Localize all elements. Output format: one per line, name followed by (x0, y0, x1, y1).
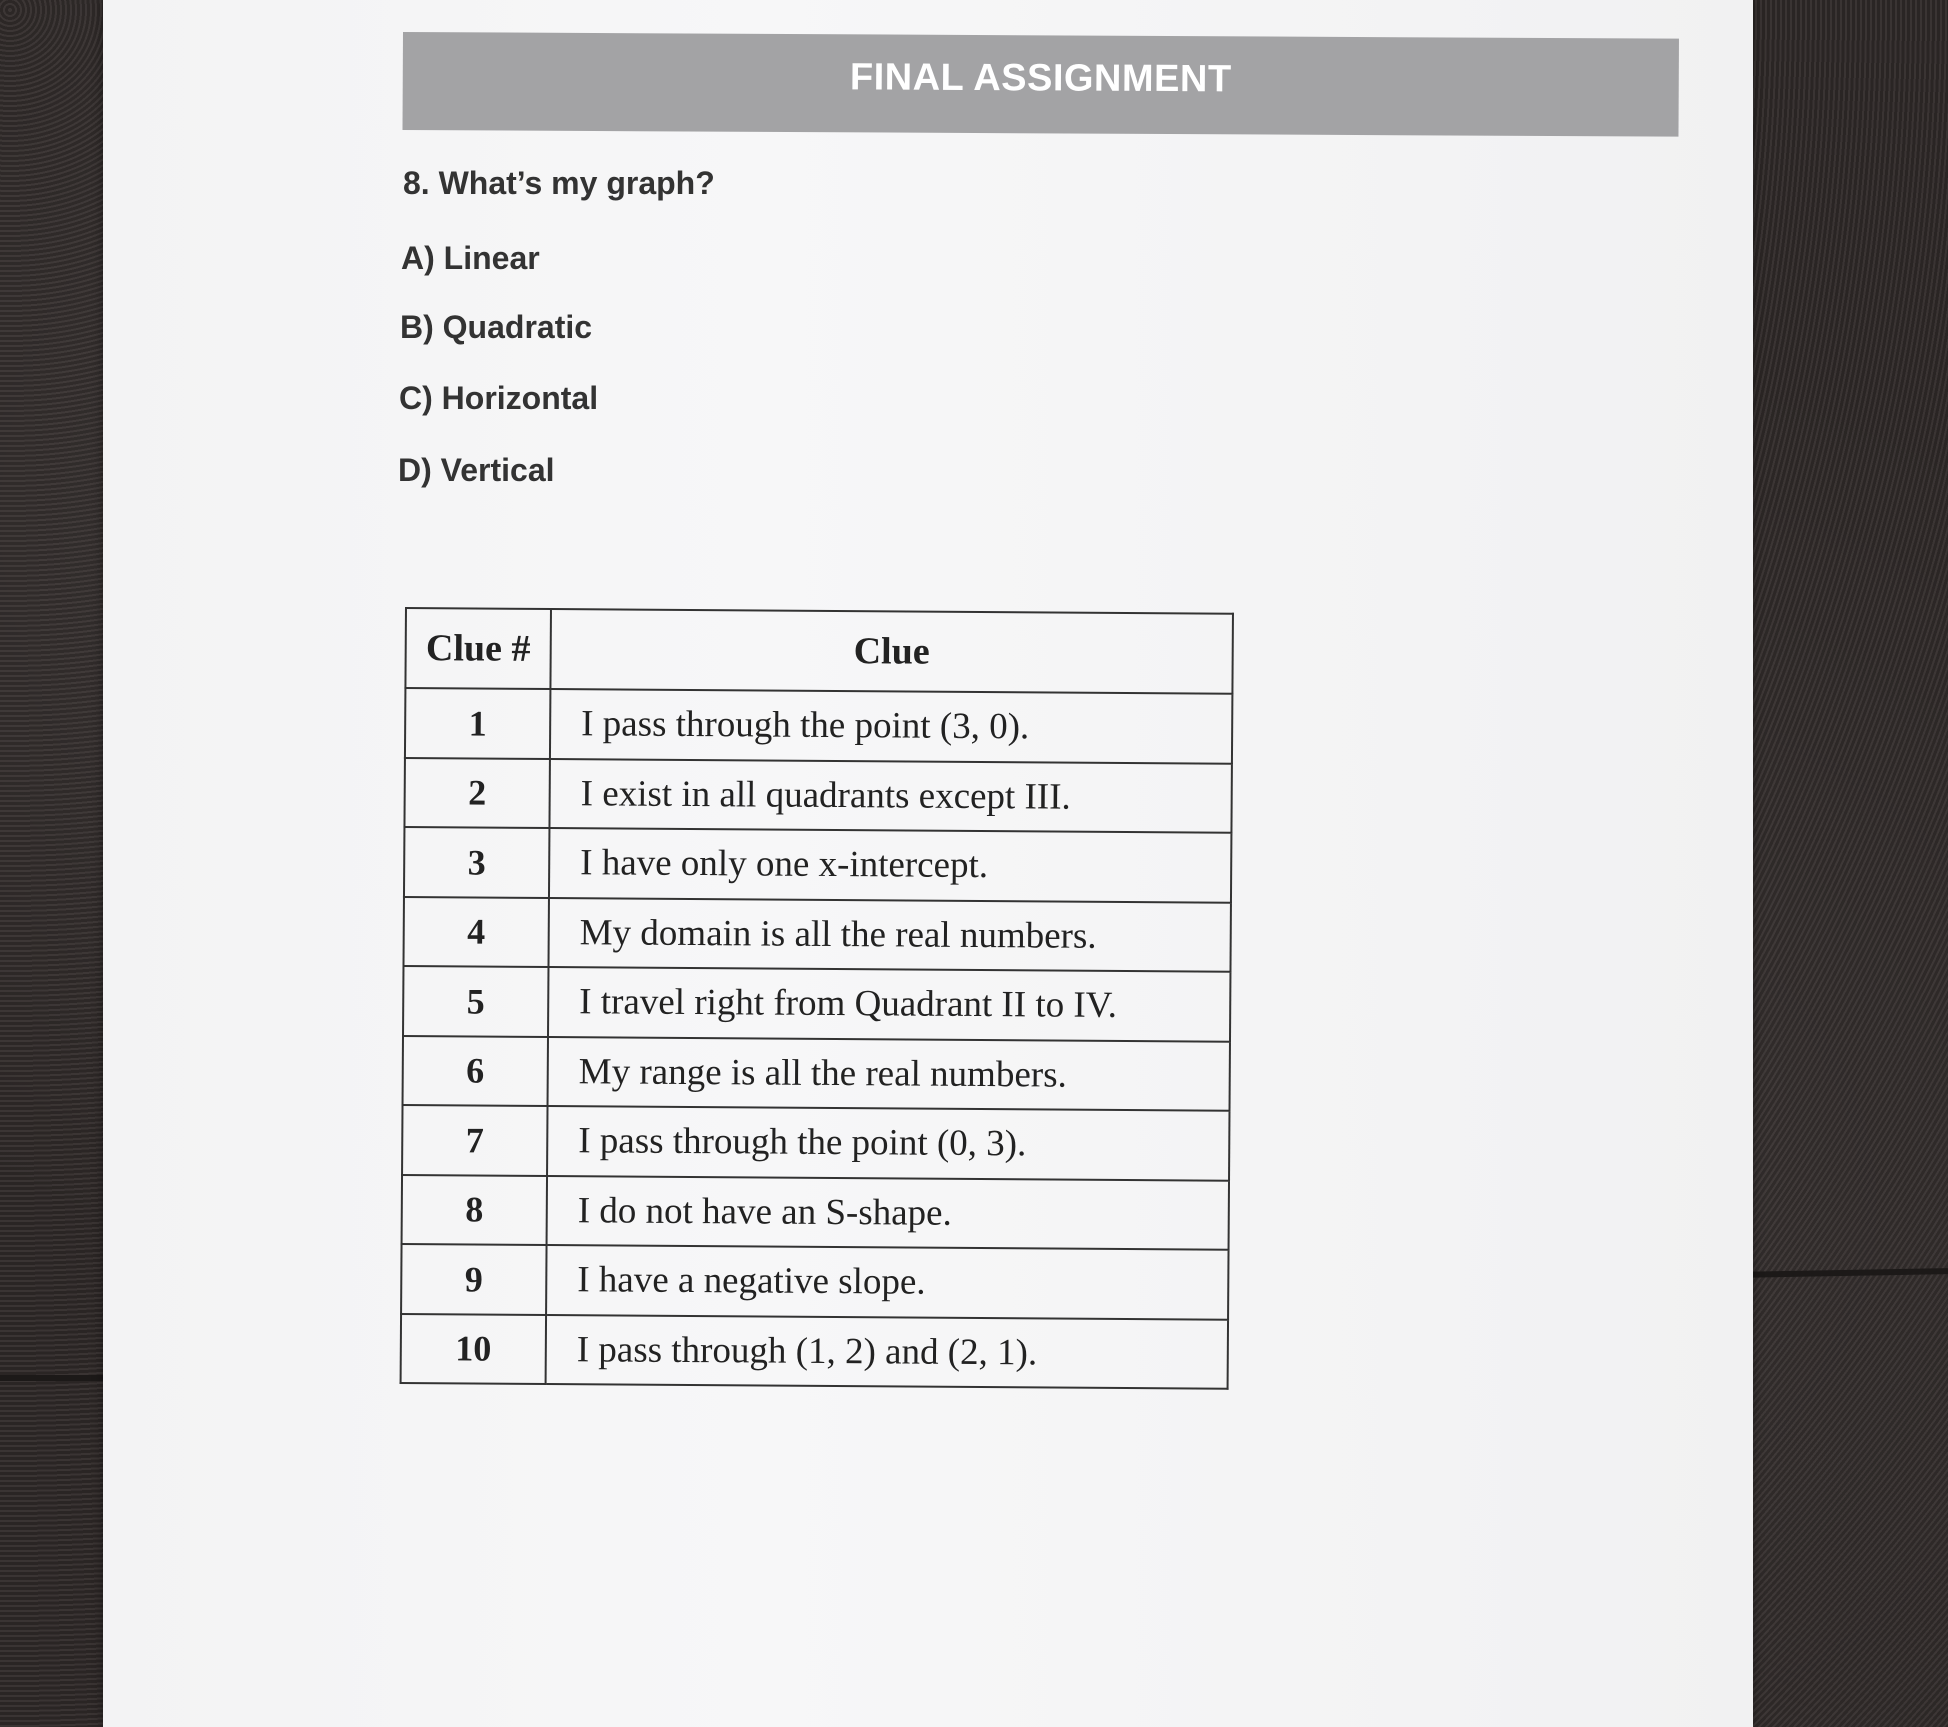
option-c: C) Horizontal (399, 380, 599, 416)
table-row (405, 688, 1232, 763)
header-bar (402, 32, 1678, 137)
clue-number: 1 (405, 688, 550, 759)
clue-number: 4 (403, 896, 548, 967)
option-b: B) Quadratic (400, 309, 593, 345)
clue-text: I pass through the point (3, 0). (550, 689, 1232, 763)
table-row (404, 758, 1231, 833)
clue-number: 10 (401, 1313, 546, 1384)
table-row (401, 1244, 1228, 1319)
clue-text: I pass through (1, 2) and (2, 1). (546, 1315, 1228, 1389)
header-clue: Clue (550, 609, 1233, 694)
clue-number: 3 (404, 827, 549, 898)
clue-text: I travel right from Quadrant II to IV. (548, 967, 1230, 1041)
clue-text: I pass through the point (0, 3). (547, 1106, 1229, 1180)
clue-number: 2 (404, 758, 549, 829)
clue-text: I have only one x-intercept. (549, 828, 1231, 902)
table-header-row (405, 608, 1233, 694)
clue-text: My range is all the real numbers. (548, 1037, 1230, 1111)
clue-table (400, 607, 1234, 1390)
header-clue-number: Clue # (405, 608, 551, 689)
paper-sheet (103, 0, 1753, 1727)
clue-number: 8 (402, 1174, 547, 1245)
clue-number: 5 (403, 966, 548, 1037)
page-title: FINAL ASSIGNMENT (849, 56, 1232, 101)
table-row (401, 1313, 1228, 1388)
clue-number: 6 (403, 1035, 548, 1106)
table-row (402, 1105, 1229, 1180)
clue-number: 7 (402, 1105, 547, 1176)
leather-seam (0, 1375, 110, 1381)
table-row (403, 896, 1230, 971)
clue-number: 9 (401, 1244, 546, 1315)
question-text: 8. What’s my graph? (403, 165, 715, 201)
table-row (402, 1174, 1229, 1249)
table-row (404, 827, 1231, 902)
clue-text: I exist in all quadrants except III. (549, 759, 1231, 833)
table-row (403, 966, 1230, 1041)
table-row (403, 1035, 1230, 1110)
option-a: A) Linear (401, 240, 540, 276)
clue-text: My domain is all the real numbers. (548, 898, 1230, 972)
option-d: D) Vertical (398, 452, 555, 488)
clue-text: I have a negative slope. (546, 1245, 1228, 1319)
clue-text: I do not have an S-shape. (547, 1176, 1229, 1250)
